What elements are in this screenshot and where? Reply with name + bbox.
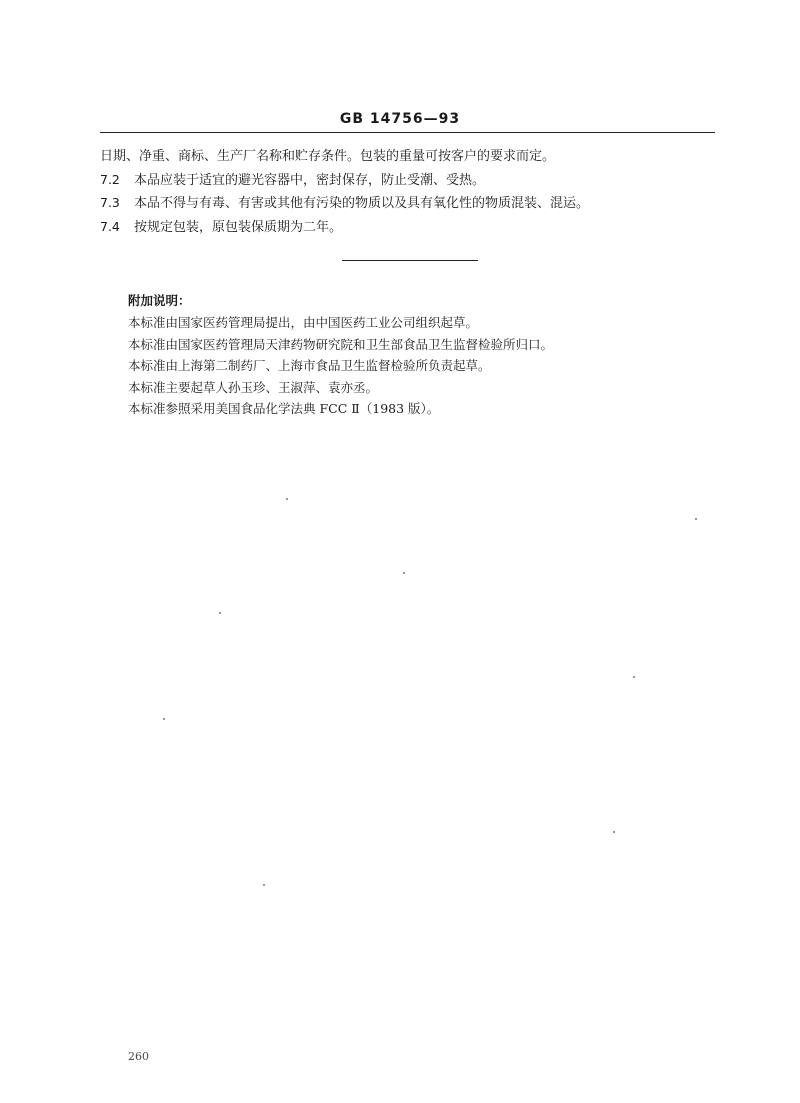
scan-speck — [219, 612, 221, 614]
clause-number: 7.3 — [100, 195, 120, 210]
clause-text: 本品不得与有毒、有害或其他有污染的物质以及具有氧化性的物质混装、混运。 — [134, 196, 590, 211]
note-line: 本标准由国家医药管理局提出，由中国医药工业公司组织起草。 — [128, 315, 479, 330]
body-line-text: 日期、净重、商标、生产厂名称和贮存条件。包装的重量可按客户的要求而定。 — [100, 149, 556, 164]
clause-text: 按规定包装，原包装保质期为二年。 — [134, 219, 343, 235]
standard-code-header: GB 14756—93 — [339, 111, 461, 127]
clause-text: 本品应装于适宜的避光容器中，密封保存，防止受潮、受热。 — [134, 172, 486, 188]
additional-notes — [128, 290, 688, 420]
section-end-rule — [342, 260, 478, 261]
scan-speck — [695, 518, 697, 520]
clause-7-3 — [100, 192, 715, 216]
scan-speck — [403, 572, 405, 574]
scan-speck — [613, 831, 615, 833]
body-text — [100, 146, 715, 239]
scan-speck — [633, 676, 635, 678]
clause-number: 7.2 — [100, 171, 120, 187]
body-line-continuation — [100, 146, 715, 169]
scan-speck — [163, 718, 165, 720]
note-line: 本标准主要起草人孙玉珍、王淑萍、袁亦丞。 — [128, 379, 379, 395]
header-rule — [100, 132, 715, 133]
scan-speck — [263, 884, 265, 886]
note-line: 本标准参照采用美国食品化学法典 FCC Ⅱ（1983 版）。 — [128, 401, 440, 416]
note-line: 本标准由国家医药管理局天津药物研究院和卫生部食品卫生监督检验所归口。 — [128, 336, 554, 352]
clause-7-4 — [100, 216, 715, 240]
page-number: 260 — [128, 1050, 149, 1063]
clause-number: 7.4 — [100, 218, 120, 234]
clause-7-2 — [100, 169, 715, 193]
scan-speck — [286, 498, 288, 500]
note-line: 本标准由上海第二制药厂、上海市食品卫生监督检验所负责起草。 — [128, 358, 491, 373]
notes-title: 附加说明： — [128, 293, 191, 308]
